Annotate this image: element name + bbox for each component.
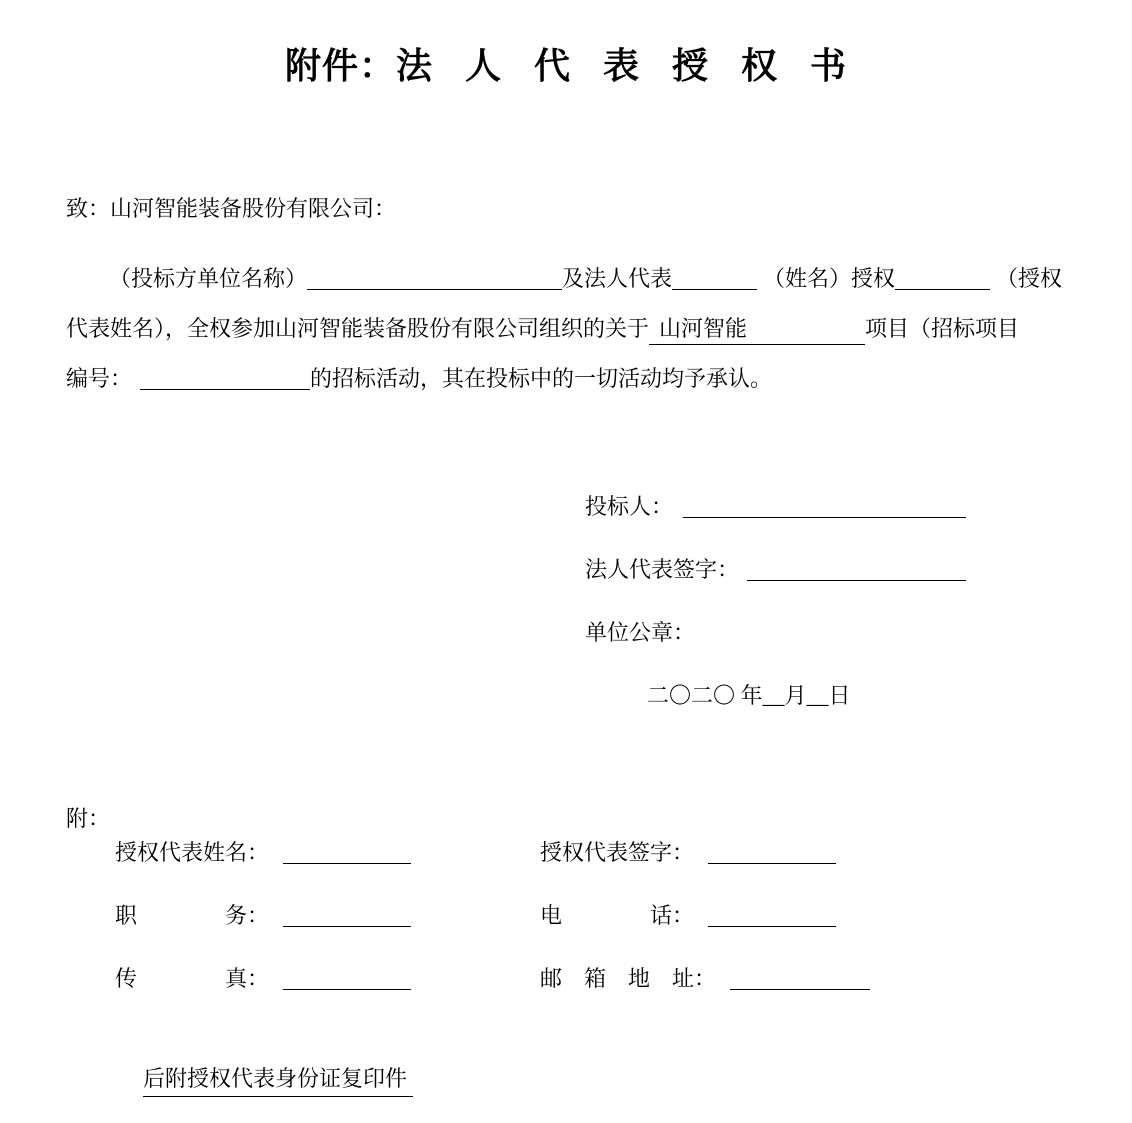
line2-text-tail: 项目（招标项目	[865, 316, 1020, 341]
rep-sign-field	[540, 840, 836, 866]
fax-label: 传 真：	[115, 966, 270, 991]
rep-name-field	[115, 840, 540, 866]
line1-text-auth-paren: （授权	[996, 266, 1063, 291]
unit-name-blank-line	[307, 271, 562, 290]
footer-note: 后附授权代表身份证复印件	[143, 1062, 413, 1097]
rep-sign-blank-line	[708, 845, 836, 864]
line2-text-lead: 代表姓名），全权参加山河智能装备股份有限公司组织的关于	[66, 316, 650, 341]
paragraph-line-1	[66, 254, 1076, 304]
legal-rep-sign-label: 法人代表签字：	[585, 557, 740, 582]
footer-note-row	[143, 1062, 413, 1097]
phone-field	[540, 903, 836, 929]
line3-text-number-label: 编号：	[66, 366, 133, 391]
attachment-row-duty-phone	[115, 903, 870, 929]
project-number-blank-line	[140, 371, 310, 390]
signature-block	[585, 494, 966, 709]
duty-field	[115, 903, 540, 929]
attachment-row-name-sign	[115, 840, 870, 866]
line3-text-tail: 的招标活动，其在投标中的一切活动均予承认。	[310, 366, 773, 391]
project-name-filled-blank: 山河智能	[649, 316, 865, 345]
email-label: 邮 箱 地 址：	[540, 966, 717, 991]
company-seal-label: 单位公章：	[585, 620, 696, 645]
company-seal-row	[585, 620, 966, 646]
duty-blank-line	[283, 908, 411, 927]
salutation-line: 致：山河智能装备股份有限公司：	[66, 196, 397, 221]
line1-text-legal-rep: 及法人代表	[562, 266, 673, 291]
legal-rep-name-blank-line	[672, 271, 757, 290]
legal-rep-sign-blank-line	[747, 562, 966, 581]
date-line: 二〇二〇 年__月__日	[647, 683, 851, 708]
bidder-row	[585, 494, 966, 520]
paragraph-line-3	[66, 354, 1076, 404]
paragraph-line-2	[66, 304, 1076, 354]
fax-field	[115, 966, 540, 992]
line1-text-authorize: （姓名）授权	[763, 266, 896, 291]
email-field	[540, 966, 870, 992]
legal-rep-sign-row	[585, 557, 966, 583]
fax-blank-line	[283, 971, 411, 990]
document-title: 附件：法 人 代 表 授 权 书	[284, 46, 847, 86]
authorized-name-blank-line	[895, 271, 990, 290]
body-paragraph	[66, 254, 1076, 404]
email-blank-line	[730, 971, 870, 990]
bidder-blank-line	[683, 499, 966, 518]
phone-blank-line	[708, 908, 836, 927]
rep-name-label: 授权代表姓名：	[115, 840, 270, 865]
duty-label: 职 务：	[115, 903, 270, 928]
line1-text-unit-name: （投标方单位名称）	[109, 266, 308, 291]
attachment-section	[66, 806, 870, 1029]
bidder-label: 投标人：	[585, 494, 674, 519]
attachment-heading: 附：	[66, 806, 111, 831]
rep-name-blank-line	[283, 845, 411, 864]
attachment-row-fax-email	[115, 966, 870, 992]
attachment-rows	[115, 840, 870, 992]
rep-sign-label: 授权代表签字：	[540, 840, 695, 865]
phone-label: 电 话：	[540, 903, 695, 928]
